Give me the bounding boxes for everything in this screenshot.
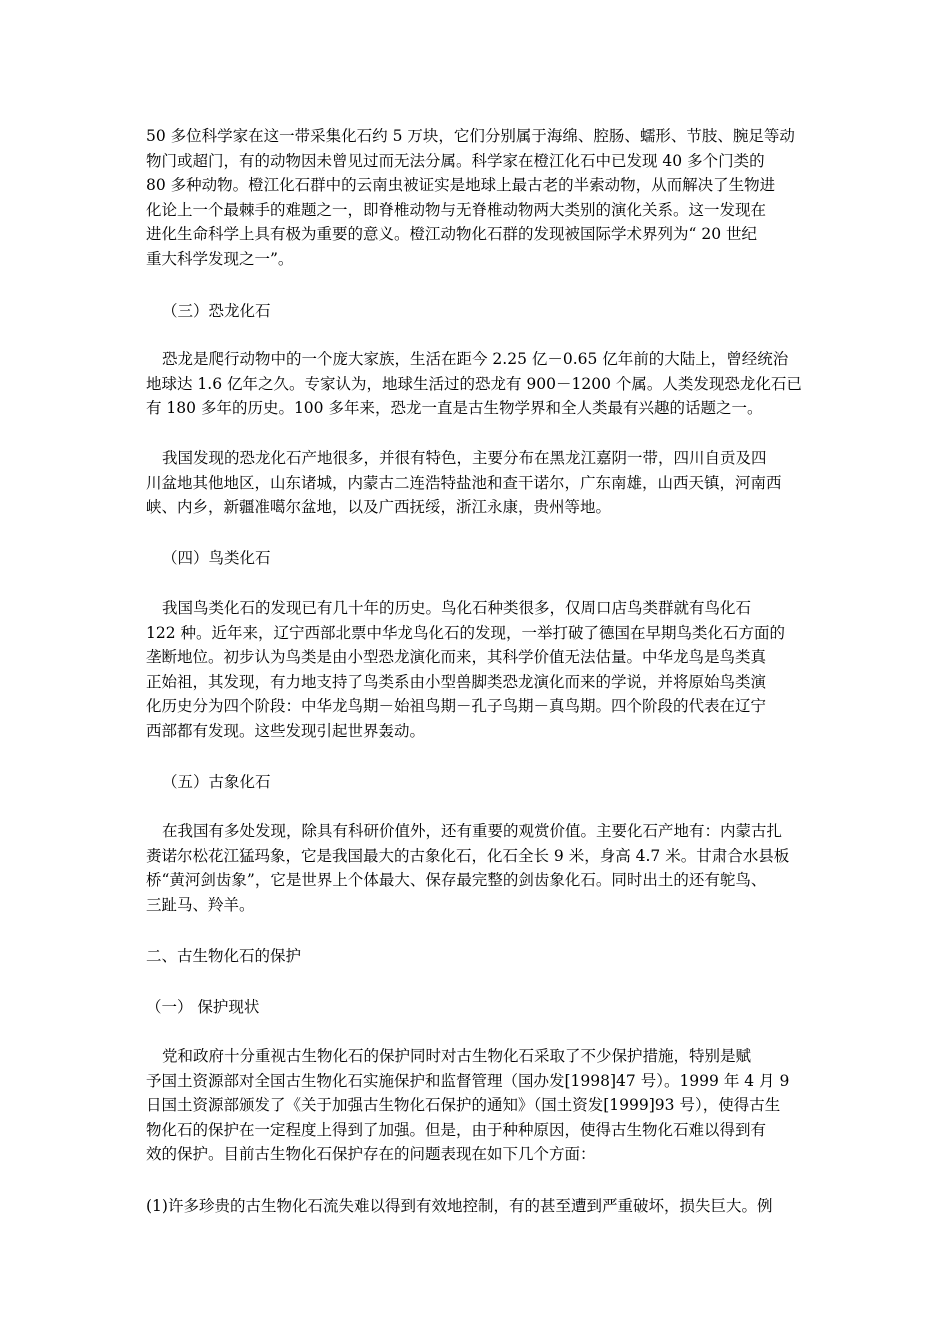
- heading-elephant-fossils: （五）古象化石: [162, 773, 271, 791]
- text-line: 122 种。近年来，辽宁西部北票中华龙鸟化石的发现，一举打破了德国在早期鸟类化石方面的: [146, 623, 786, 642]
- text-line: 西部都有发现。这些发现引起世界轰动。: [146, 721, 426, 740]
- text-line: 进化生命科学上具有极为重要的意义。橙江动物化石群的发现被国际学术界列为“ 20 世纪: [146, 225, 758, 244]
- paragraph-problem-1: [146, 1194, 810, 1219]
- text-line: 正始祖，其发现，有力地支持了鸟类系由小型兽脚类恐龙演化而来的学说，并将原始鸟类演: [146, 672, 767, 691]
- text-line: 地球达 1.6 亿年之久。专家认为，地球生活过的恐龙有 900－1200 个属。人类发现恐龙化石已: [146, 374, 802, 393]
- heading-section-protection: 二、古生物化石的保护: [146, 947, 302, 965]
- text-line: 党和政府十分重视古生物化石的保护同时对古生物化石采取了不少保护措施，特别是赋: [162, 1047, 752, 1065]
- text-line: 我国发现的恐龙化石产地很多，并很有特色，主要分布在黑龙江嘉阴一带，四川自贡及四: [162, 449, 767, 467]
- paragraph-chengjiang-fossils: [146, 124, 810, 272]
- paragraph-protection-status: [146, 1044, 810, 1167]
- text-line: 赉诺尔松花江猛玛象，它是我国最大的古象化石，化石全长 9 米，身高 4.7 米。甘肃合水县板: [146, 846, 790, 865]
- paragraph-bird-fossils: [146, 596, 810, 744]
- text-line: 垄断地位。初步认为鸟类是由小型恐龙演化而来，其科学价值无法估量。中华龙鸟是鸟类真: [146, 648, 767, 667]
- text-line: 我国鸟类化石的发现已有几十年的历史。鸟化石种类很多，仅周口店鸟类群就有鸟化石: [162, 599, 752, 617]
- paragraph-elephant-fossils: [146, 819, 810, 917]
- text-line: 在我国有多处发现，除具有科研价值外，还有重要的观赏价值。主要化石产地有：内蒙古扎: [162, 822, 783, 840]
- text-line: 川盆地其他地区，山东诸城，内蒙古二连浩特盐池和查干诺尔，广东南雄，山西天镇，河南西: [146, 473, 782, 492]
- text-line: 重大科学发现之一”。: [146, 249, 294, 268]
- text-line: 物门或超门，有的动物因未曾见过而无法分属。科学家在橙江化石中已发现 40 多个门类的: [146, 151, 765, 170]
- text-line: 三趾马、羚羊。: [146, 895, 255, 914]
- paragraph-dinosaur-intro: [146, 347, 810, 421]
- text-line: 化历史分为四个阶段：中华龙鸟期－始祖鸟期－孔子鸟期－真鸟期。四个阶段的代表在辽宁: [146, 697, 767, 716]
- text-line: 物化石的保护在一定程度上得到了加强。但是，由于种种原因，使得古生物化石难以得到有: [146, 1120, 767, 1139]
- text-line: 化论上一个最棘手的难题之一，即脊椎动物与无脊椎动物两大类别的演化关系。这一发现在: [146, 200, 767, 219]
- text-line: (1)许多珍贵的古生物化石流失难以得到有效地控制，有的甚至遭到严重破坏，损失巨大。例: [146, 1197, 773, 1215]
- paragraph-dinosaur-sites: [146, 446, 810, 520]
- heading-protection-status: （一） 保护现状: [146, 998, 260, 1016]
- text-line: 峡、内乡，新疆准噶尔盆地，以及广西抚绥，浙江永康，贵州等地。: [146, 498, 612, 517]
- text-line: 有 180 多年的历史。100 多年来，恐龙一直是古生物学界和全人类最有兴趣的话题之一。: [146, 399, 763, 418]
- heading-bird-fossils: （四）鸟类化石: [162, 549, 271, 567]
- text-line: 予国土资源部对全国古生物化石实施保护和监督管理（国办发[1998]47 号）。1999 年 4 月 9: [146, 1071, 790, 1090]
- text-line: 恐龙是爬行动物中的一个庞大家族，生活在距今 2.25 亿－0.65 亿年前的大陆上，曾经统治: [162, 350, 789, 368]
- text-line: 日国土资源部颁发了《关于加强古生物化石保护的通知》（国土资发[1999]93 号），使得古生: [146, 1096, 781, 1115]
- heading-dinosaur-fossils: （三）恐龙化石: [162, 302, 271, 320]
- text-line: 桥“黄河剑齿象”，它是世界上个体最大、保存最完整的剑齿象化石。同时出土的还有鸵鸟、: [146, 871, 767, 890]
- text-line: 80 多种动物。橙江化石群中的云南虫被证实是地球上最古老的半索动物，从而解决了生物进: [146, 176, 776, 195]
- text-line: 效的保护。目前古生物化石保护存在的问题表现在如下几个方面：: [146, 1145, 596, 1164]
- text-line: 50 多位科学家在这一带采集化石约 5 万块，它们分别属于海绵、腔肠、蠕形、节肢、腕足等动: [146, 127, 795, 145]
